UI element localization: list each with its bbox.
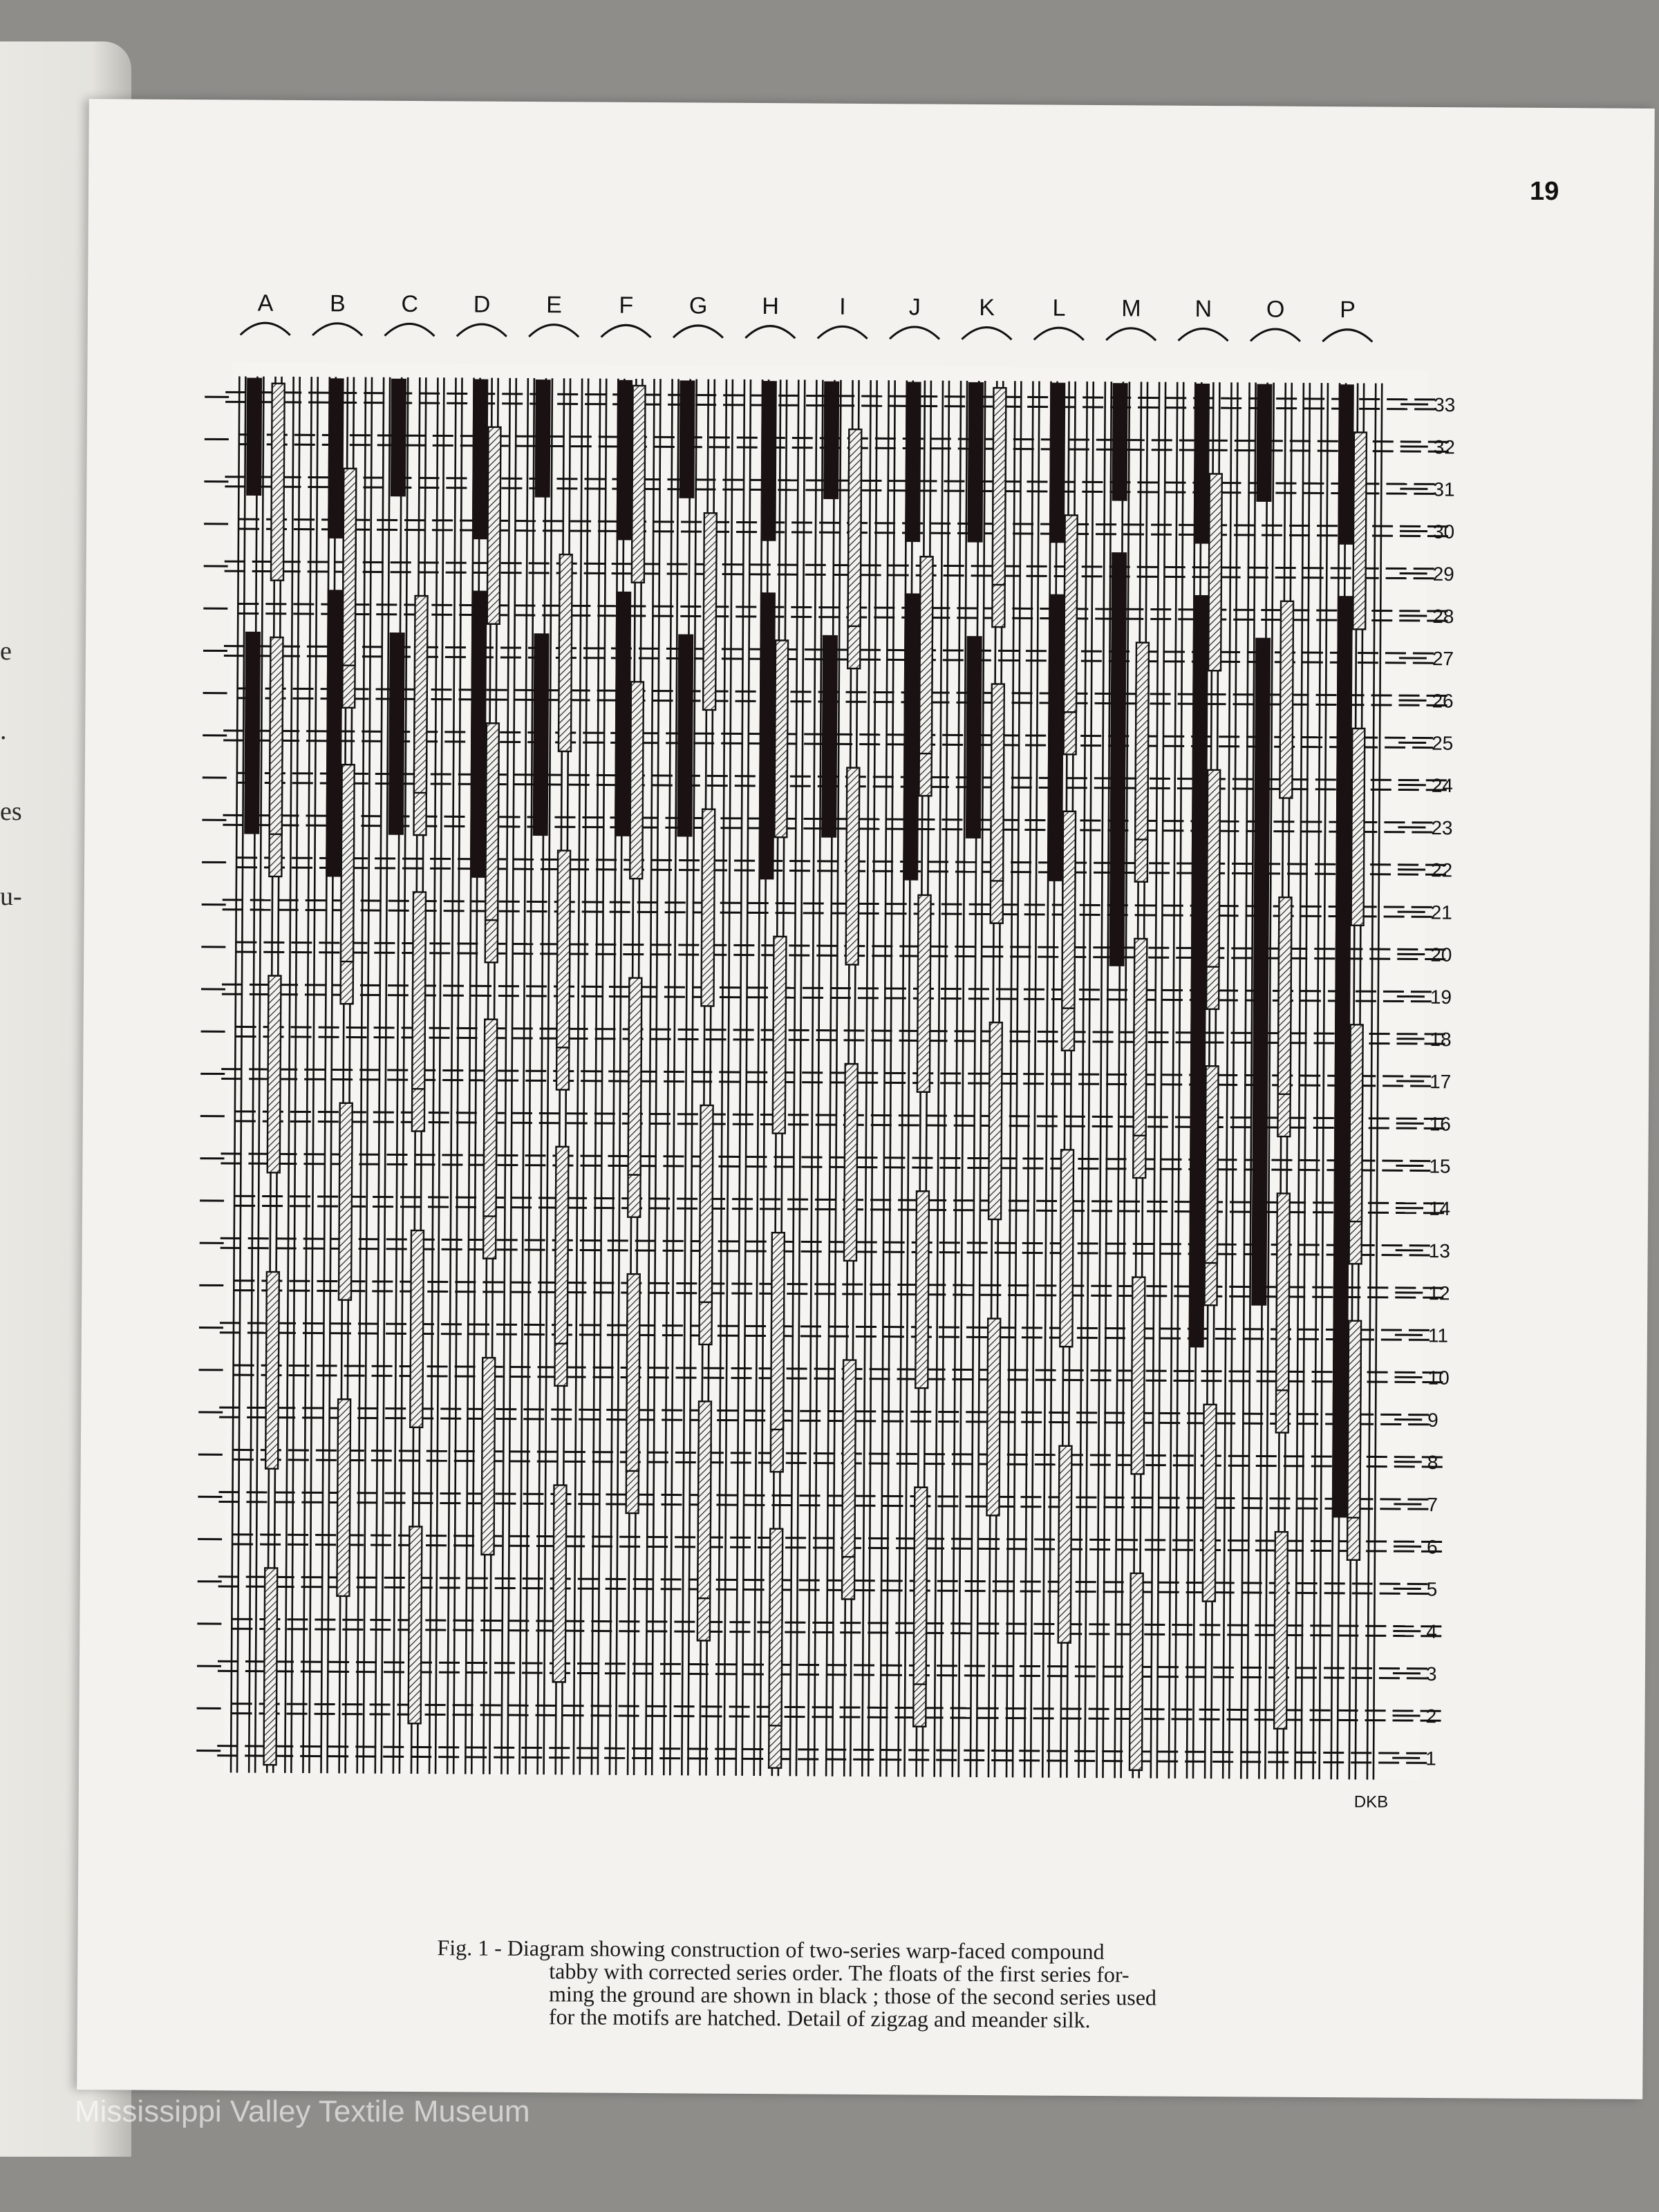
black-float — [903, 593, 920, 880]
watermark: Mississippi Valley Textile Museum — [75, 2094, 530, 2128]
black-float — [1047, 594, 1065, 881]
row-label: 24 — [1431, 774, 1454, 796]
column-label: L — [1052, 294, 1066, 321]
hatched-float — [264, 1568, 278, 1765]
hatched-float — [986, 1318, 1000, 1515]
hatched-float — [1134, 939, 1147, 1136]
column-label: D — [473, 291, 491, 318]
row-label: 30 — [1432, 521, 1455, 543]
page-number: 19 — [1529, 176, 1559, 207]
hatched-float — [1208, 474, 1222, 671]
hatched-float — [848, 429, 862, 626]
hatched-float — [343, 469, 357, 666]
hatched-float — [919, 556, 933, 753]
black-float — [244, 632, 261, 834]
row-label: 29 — [1432, 563, 1454, 585]
black-float — [821, 635, 838, 838]
black-float — [1109, 552, 1127, 966]
black-float — [533, 633, 550, 836]
row-label: 31 — [1433, 478, 1455, 500]
column-brace — [457, 324, 507, 337]
hatched-float — [1353, 432, 1367, 629]
hatched-float — [842, 1360, 856, 1557]
hatched-float — [700, 1105, 713, 1302]
hatched-float — [409, 1526, 422, 1723]
hatched-float — [553, 1485, 567, 1682]
row-label: 21 — [1430, 901, 1452, 924]
hatched-float — [697, 1401, 711, 1598]
row-label: 33 — [1434, 394, 1456, 416]
column-label: H — [762, 293, 779, 320]
black-float — [677, 635, 693, 837]
column-label: P — [1340, 297, 1356, 324]
hatched-float — [339, 1103, 353, 1300]
hatched-float — [485, 723, 499, 920]
column-label: M — [1121, 295, 1141, 322]
row-label: 16 — [1429, 1113, 1452, 1135]
column-brace — [312, 324, 362, 336]
column-label: J — [908, 294, 921, 321]
row-label: 4 — [1426, 1620, 1437, 1642]
black-float — [246, 378, 262, 496]
hatched-float — [773, 937, 787, 1134]
hatched-float — [487, 427, 501, 624]
hatched-float — [483, 1020, 497, 1217]
column-label: G — [688, 292, 708, 319]
column-label: A — [257, 290, 274, 317]
hatched-float — [271, 384, 285, 581]
hatched-float — [1206, 770, 1220, 967]
hatched-float — [993, 388, 1006, 585]
hatched-float — [412, 892, 426, 1089]
black-float — [388, 632, 405, 835]
left-page-fragment: e — [0, 637, 12, 666]
caption-line-2: tabby with corrected series order. The floats of the first series for- — [549, 1958, 1130, 1987]
column-label: I — [839, 293, 846, 320]
hatched-float — [1130, 1573, 1143, 1770]
column-brace — [890, 327, 939, 339]
hatched-float — [1280, 601, 1293, 798]
hatched-float — [628, 978, 642, 1175]
left-page-fragment: u- — [0, 882, 22, 911]
column-brace — [529, 325, 579, 337]
row-label: 3 — [1425, 1662, 1437, 1685]
hatched-float — [915, 1191, 929, 1388]
column-brace — [601, 325, 651, 337]
column-brace — [1034, 328, 1084, 340]
hatched-float — [1274, 1532, 1288, 1729]
hatched-float — [556, 850, 570, 1047]
black-float — [760, 381, 776, 541]
hatched-float — [626, 1274, 640, 1471]
caption-line-3: ming the ground are shown in black ; those of the second series used — [548, 1981, 1157, 2010]
left-page-fragment: . — [0, 716, 7, 745]
hatched-float — [771, 1232, 785, 1430]
column-label: C — [401, 290, 419, 318]
hatched-float — [414, 596, 428, 793]
black-float — [391, 379, 406, 497]
black-float — [326, 590, 343, 877]
row-label: 25 — [1432, 732, 1454, 754]
hatched-float — [1349, 1024, 1363, 1221]
hatched-float — [555, 1147, 569, 1344]
hatched-float — [917, 895, 931, 1092]
column-brace — [384, 324, 434, 336]
row-label: 11 — [1427, 1324, 1449, 1347]
row-label: 2 — [1425, 1705, 1437, 1727]
black-float — [615, 592, 631, 836]
column-brace — [1179, 328, 1228, 341]
row-label: 22 — [1430, 859, 1453, 881]
column-label: N — [1194, 295, 1212, 323]
column-label: B — [329, 290, 346, 317]
book-page — [77, 99, 1655, 2099]
black-float — [328, 378, 344, 538]
column-brace — [241, 323, 290, 335]
figure-caption — [437, 1936, 1474, 2034]
caption-text-1: Diagram showing construction of two-series warp-faced compound — [507, 1935, 1105, 1965]
hatched-float — [1062, 812, 1076, 1009]
hatched-float — [988, 1022, 1002, 1219]
black-float — [1256, 384, 1272, 502]
row-label: 12 — [1428, 1282, 1450, 1304]
row-label: 15 — [1429, 1155, 1451, 1177]
black-float — [470, 591, 487, 878]
hatched-float — [337, 1399, 350, 1596]
row-label: 27 — [1432, 648, 1454, 670]
row-label: 6 — [1426, 1536, 1438, 1558]
hatched-float — [1351, 729, 1365, 926]
black-float — [968, 382, 984, 543]
left-page-fragment: es — [0, 797, 22, 826]
hatched-float — [914, 1488, 928, 1685]
black-float — [966, 636, 982, 838]
column-label: K — [979, 294, 995, 321]
black-float — [1049, 383, 1065, 543]
hatched-float — [268, 976, 281, 1173]
black-float — [1338, 384, 1353, 545]
row-label: 18 — [1430, 1028, 1452, 1051]
row-label: 28 — [1432, 605, 1454, 628]
row-label: 1 — [1425, 1747, 1436, 1770]
row-label: 20 — [1430, 944, 1452, 966]
row-label: 13 — [1428, 1239, 1450, 1262]
hatched-float — [1203, 1405, 1217, 1602]
row-label: 5 — [1426, 1578, 1438, 1600]
hatched-float — [341, 765, 355, 962]
row-label: 19 — [1430, 986, 1452, 1008]
hatched-float — [1278, 897, 1292, 1094]
hatched-float — [1347, 1321, 1361, 1518]
black-float — [535, 379, 551, 498]
hatched-float — [701, 809, 715, 1006]
hatched-float — [1205, 1066, 1219, 1263]
column-brace — [673, 326, 723, 338]
hatched-float — [1060, 1150, 1074, 1347]
row-label: 8 — [1427, 1451, 1438, 1474]
column-label: E — [546, 292, 562, 319]
hatched-float — [632, 386, 646, 583]
column-brace — [818, 326, 868, 339]
row-label: 26 — [1432, 690, 1454, 712]
column-brace — [1106, 328, 1156, 341]
black-float — [1112, 383, 1128, 501]
caption-line-4: for the motifs are hatched. Detail of zigzag and meander silk. — [548, 2004, 1091, 2033]
hatched-float — [1135, 643, 1149, 840]
hatched-float — [265, 1272, 279, 1469]
hatched-float — [846, 768, 860, 965]
black-float — [905, 382, 921, 542]
column-label: F — [619, 292, 634, 319]
black-float — [758, 592, 776, 879]
black-float — [1194, 384, 1210, 544]
black-float — [823, 382, 839, 500]
hatched-float — [769, 1529, 782, 1726]
hatched-float — [270, 637, 283, 834]
hatched-float — [410, 1230, 424, 1427]
hatched-float — [481, 1358, 495, 1555]
weave-diagram — [77, 99, 1659, 1965]
row-label: 17 — [1430, 1071, 1452, 1093]
row-label: 14 — [1428, 1197, 1451, 1219]
hatched-float — [630, 682, 644, 879]
hatched-float — [559, 554, 572, 751]
row-label: 7 — [1427, 1494, 1438, 1516]
column-labels — [241, 290, 1373, 341]
hatched-float — [1058, 1446, 1072, 1643]
hatched-float — [1276, 1193, 1290, 1390]
row-label: 32 — [1433, 436, 1456, 458]
column-brace — [962, 327, 1011, 339]
black-float — [472, 379, 488, 540]
hatched-float — [1064, 515, 1078, 712]
row-label: 10 — [1427, 1367, 1450, 1389]
column-label: O — [1266, 296, 1285, 323]
row-label: 23 — [1431, 816, 1453, 839]
column-brace — [1250, 329, 1300, 341]
hatched-float — [844, 1064, 858, 1261]
column-brace — [1322, 330, 1372, 342]
hatched-float — [1132, 1277, 1145, 1474]
caption-prefix: Fig. 1 - — [437, 1935, 502, 1960]
black-float — [679, 380, 695, 498]
hatched-float — [774, 640, 788, 837]
row-label: 9 — [1427, 1409, 1438, 1431]
signature: DKB — [1353, 1792, 1389, 1812]
black-float — [617, 380, 632, 541]
hatched-float — [991, 684, 1004, 881]
column-brace — [745, 326, 795, 338]
hatched-float — [703, 513, 717, 710]
